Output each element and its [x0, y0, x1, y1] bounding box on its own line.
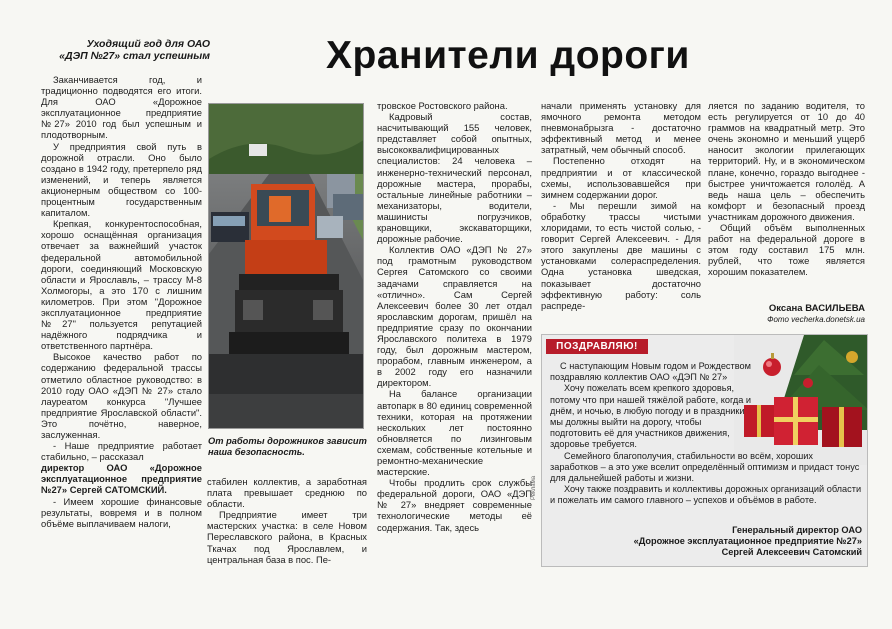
congratulations-box — [541, 334, 868, 567]
signature-line: «Дорожное эксплуатационное предприятие №27» — [633, 536, 862, 546]
congrats-paragraph: Семейного благополучия, стабильности во всём, хороших заработков – а это уже вселит определённый оптимизм и придаст тонус для дальнейшей работы и жизни. — [550, 450, 860, 484]
paragraph: Крепкая, конкурентоспособная, хорошо оснащённая организация отвечает за важнейший участок федеральной автомобильной дороги, соединяющий Московскую области и Ярославль, – трассу М-8 Холмогоры, а это 170 с лишним километров. При этом "Дорожное эксплуатационное предприятие №27" пользуется репутацией надёжного подрядчика и ответственного партнёра. — [41, 218, 202, 352]
congrats-text — [550, 361, 862, 507]
signature-line: Сергей Алексеевич Сатомский — [721, 547, 862, 557]
paragraph: Постепенно отходят на предприятии и от классической схемы, использовавшейся при зимнем содержании дорог. — [541, 155, 701, 200]
paragraph: Общий объём выполненных работ на федеральной дороге в этом году составил 175 млн. рублей, что тоже является хорошим показателем. — [708, 222, 865, 278]
paragraph: Высокое качество работ по содержанию федеральной трассы отметило областное руководство: в 2010 году ОАО «ДЭП № 27» стало лауреатом конкурса "Лучшее предприятие Ярославской области". Это почётно, наверное, заслуженная. — [41, 351, 202, 440]
photo-credit: Фото vecherka.donetsk.ua — [767, 315, 865, 324]
congrats-badge: ПОЗДРАВЛЯЮ! — [546, 339, 648, 354]
column-5 — [708, 100, 865, 278]
article-title: Хранители дороги — [326, 34, 690, 77]
congrats-paragraph: Хочу пожелать всем крепкого здоровья, потому что при нашей тяжёлой работе, когда и днём, и ночью, в любую погоду и в праздники мы должны выйти на дорогу, чтобы подготовить её для участников движения, здоровье требуется. — [550, 383, 752, 450]
signature-line: Генеральный директор ОАО — [732, 525, 862, 535]
paragraph: Чтобы продлить срок службы федеральной дороги, ОАО «ДЭП № 27» внедряет современные технологические методы её содержания. Так, здесь — [377, 477, 532, 533]
road-work-photo — [208, 103, 364, 429]
congrats-paragraph: Хочу также поздравить и коллективы дорожных организаций области и пожелать им самого главного – успехов и объёмов в работе. — [550, 484, 862, 506]
kicker-line-1: Уходящий год для ОАО — [86, 38, 210, 50]
paragraph: Кадровый состав, насчитывающий 155 человек, представляет собой опытных, высококвалифицированных специалистов: 24 человека – инженерно-технический персонал, дорожные мастера, прорабы, остальные линейные работники – механизаторы, водители, машинисты погрузчиков, крановщики, экскаваторщики, дорожные рабочие. — [377, 111, 532, 245]
director-intro: директор ОАО «Дорожное эксплуатационное предприятие №27» Сергей САТОМСКИЙ. — [41, 462, 202, 496]
asphalt-paver-illustration — [209, 104, 364, 429]
paragraph: У предприятия свой путь в дорожной отрасли. Оно было создано в 1942 году, претерпело ряд изменений, и теперь является акционерным обществом со 100-процентным государственным капиталом. — [41, 140, 202, 219]
paragraph: Коллектив ОАО «ДЭП № 27» под грамотным руководством Сергея Сатомского со своими задачами справляется на «отлично». Сам Сергей Алексеевич более 30 лет отдал ярославским дорогам, пришёл на предприятие сразу по окончании Ярославского политеха в 1979 году, был дорожным мастером, прорабом, главным инженером, а в 2002 году его назначили директором. — [377, 244, 532, 389]
congrats-signature — [562, 525, 862, 558]
paragraph: тровское Ростовского района. — [377, 100, 508, 111]
paragraph: Предприятие имеет три мастерских участка: в селе Новом Переславского района, в Красных Ткачах под Ярославлем, и центральная база в пос. Пе- — [207, 509, 367, 565]
column-1 — [41, 74, 202, 529]
advertising-mark: Реклама — [531, 475, 537, 500]
paragraph: начали применять установку для ямочного ремонта методом пневмонабрызга - достаточно эффективный метод и менее затратный, чем обычный способ. — [541, 100, 701, 156]
author-name: Оксана ВАСИЛЬЕВА — [768, 303, 865, 314]
column-4 — [541, 100, 701, 311]
paragraph: - Имеем хорошие финансовые результаты, вовремя и в полном объёме выплачиваем налоги, — [41, 495, 202, 529]
congrats-paragraph: С наступающим Новым годом и Рождеством поздравляю коллектив ОАО «ДЭП № 27» — [550, 361, 751, 383]
paragraph: На балансе организации автопарк в 80 единиц современной техники, которая на протяжении нескольких лет постоянно обновляется по лизинговым схемам, собственные котельные и ремонтно-механические мастерские. — [377, 388, 532, 478]
article-kicker — [30, 38, 210, 62]
photo-caption: От работы дорожников зависит наша безопасность. — [208, 436, 367, 457]
paragraph: Заканчивается год, и традиционно подводятся его итоги. Для ОАО «Дорожное эксплуатационное предприятие №27» 2010 год был успешным и плодотворным. — [41, 74, 202, 141]
column-2 — [207, 476, 367, 565]
paragraph: стабилен коллектив, а заработная плата превышает среднюю по области. — [207, 476, 367, 510]
paragraph: - Мы перешли зимой на обработку трассы чистыми хлоридами, то есть чистой солью, - говорит Сергей Алексеевич. - Для этого закуплены две машины с установками солераспределения. Одна установка шведская, показывает достаточно эффективную работу: соль распреде- — [541, 199, 701, 311]
paragraph: ляется по заданию водителя, то есть регулируется от 10 до 40 граммов на квадратный метр. Это очень экономно и меньший ущерб наносит экологии прилегающих территорий. Ну, и в экономическом плане, конечно, гораздо выгоднее - быстрее уничтожается гололёд. А ведь наша цель – обеспечить комфорт и безопасный проезд участникам дорожного движения. — [708, 100, 865, 222]
kicker-line-2: «ДЭП №27» стал успешным — [59, 50, 210, 62]
column-3 — [377, 100, 532, 533]
paragraph: - Наше предприятие работает стабильно, – рассказал — [41, 440, 202, 463]
